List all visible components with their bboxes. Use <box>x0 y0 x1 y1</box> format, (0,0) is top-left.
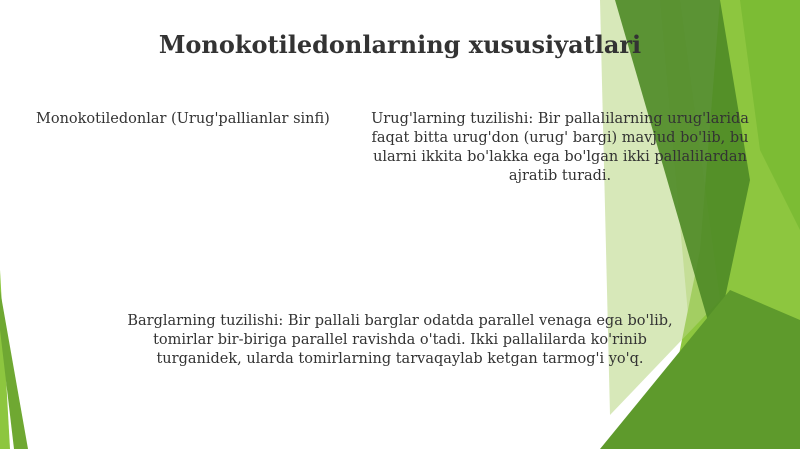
right-text-block: Urug'larning tuzilishi: Bir pallalilarning urug'larida faqat bitta urug'don (urug' bargi) mavjud bo'lib, bu ularni ikkita bo'lakka ega bo'lgan ikki pallalilardan ajratib turadi. <box>371 111 749 184</box>
left-text-block: Monokotiledonlar (Urug'pallianlar sinfi) <box>36 111 330 127</box>
bottom-text-block: Barglarning tuzilishi: Bir pallali barglar odatda parallel venaga ega bo'lib, tomirlar bir-biriga parallel ravishda o'tadi. Ikki pallalilarda ko'rinib turganidek, ularda tomirlarning tarvaqaylab ketgan tarmog'i yo'q. <box>127 313 673 367</box>
slide-title: Monokotiledonlarning xususiyatlari <box>158 30 642 59</box>
